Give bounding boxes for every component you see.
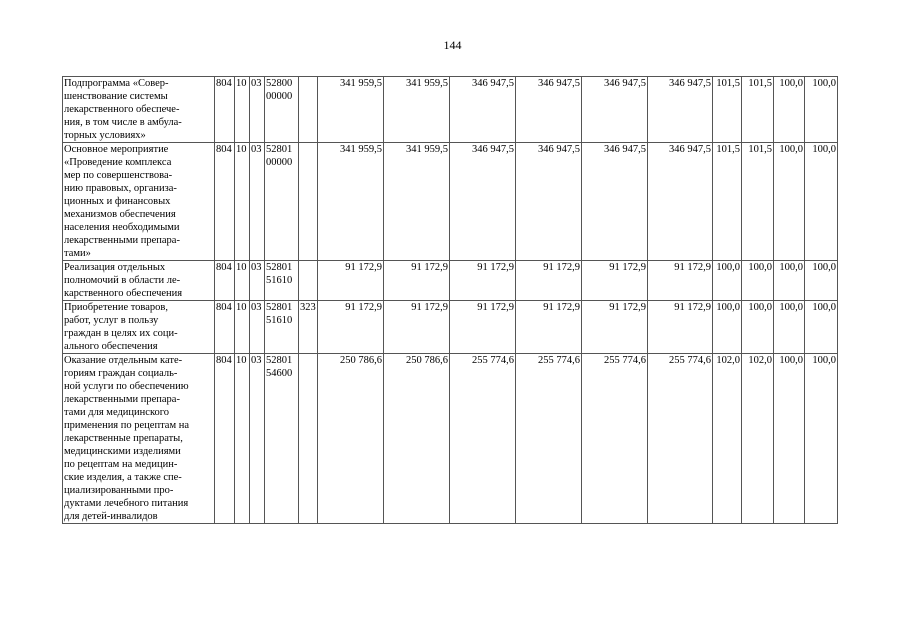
target-article-code: 52801 54600 — [265, 354, 299, 524]
expense-type-code: 323 — [299, 301, 318, 354]
percent-1: 101,5 — [713, 77, 742, 143]
percent-4: 100,0 — [805, 77, 838, 143]
amount-1: 341 959,5 — [318, 143, 384, 261]
amount-3: 91 172,9 — [450, 261, 516, 301]
row-name: Подпрограмма «Совер- шенствование системы лекарственного обеспече- ния, в том числе в амбула- торных условиях» — [63, 77, 215, 143]
amount-6: 346 947,5 — [648, 77, 713, 143]
amount-6: 91 172,9 — [648, 301, 713, 354]
amount-5: 346 947,5 — [582, 77, 648, 143]
grbs-code: 804 — [215, 261, 235, 301]
target-article-code: 52800 00000 — [265, 77, 299, 143]
budget-table — [62, 76, 838, 524]
subsection-code: 03 — [250, 301, 265, 354]
amount-3: 91 172,9 — [450, 301, 516, 354]
amount-2: 341 959,5 — [384, 143, 450, 261]
page-number: 144 — [443, 38, 462, 52]
percent-3: 100,0 — [774, 261, 805, 301]
table-row — [63, 261, 838, 301]
amount-2: 91 172,9 — [384, 261, 450, 301]
percent-4: 100,0 — [805, 143, 838, 261]
section-code: 10 — [235, 143, 250, 261]
section-code: 10 — [235, 354, 250, 524]
percent-1: 100,0 — [713, 261, 742, 301]
section-code: 10 — [235, 77, 250, 143]
percent-1: 100,0 — [713, 301, 742, 354]
target-article-code: 52801 00000 — [265, 143, 299, 261]
percent-3: 100,0 — [774, 354, 805, 524]
percent-3: 100,0 — [774, 301, 805, 354]
amount-1: 91 172,9 — [318, 301, 384, 354]
amount-2: 91 172,9 — [384, 301, 450, 354]
expense-type-code — [299, 354, 318, 524]
amount-6: 91 172,9 — [648, 261, 713, 301]
grbs-code: 804 — [215, 143, 235, 261]
target-article-code: 52801 51610 — [265, 301, 299, 354]
row-name: Оказание отдельным кате- гориям граждан социаль- ной услуги по обеспечению лекарственными препара- тами для медицинского применения по рецептам на лекарственные препараты, медицинскими изделиями по рецептам на медицин- ские изделия, а также спе- циализированными про- дуктами лечебного питания для детей-инвалидов — [63, 354, 215, 524]
percent-1: 102,0 — [713, 354, 742, 524]
percent-3: 100,0 — [774, 77, 805, 143]
target-article-code: 52801 51610 — [265, 261, 299, 301]
amount-3: 346 947,5 — [450, 143, 516, 261]
percent-2: 101,5 — [742, 143, 774, 261]
amount-5: 91 172,9 — [582, 261, 648, 301]
grbs-code: 804 — [215, 354, 235, 524]
expense-type-code — [299, 77, 318, 143]
amount-4: 91 172,9 — [516, 261, 582, 301]
amount-4: 255 774,6 — [516, 354, 582, 524]
percent-2: 102,0 — [742, 354, 774, 524]
subsection-code: 03 — [250, 77, 265, 143]
percent-4: 100,0 — [805, 301, 838, 354]
amount-5: 91 172,9 — [582, 301, 648, 354]
percent-4: 100,0 — [805, 261, 838, 301]
subsection-code: 03 — [250, 143, 265, 261]
amount-6: 255 774,6 — [648, 354, 713, 524]
amount-5: 255 774,6 — [582, 354, 648, 524]
percent-1: 101,5 — [713, 143, 742, 261]
percent-2: 100,0 — [742, 301, 774, 354]
expense-type-code — [299, 261, 318, 301]
row-name: Основное мероприятие «Проведение комплекса мер по совершенствова- нию правовых, организа- ционных и финансовых механизмов обеспечения населения необходимыми лекарственными препара- тами» — [63, 143, 215, 261]
expense-type-code — [299, 143, 318, 261]
table-row — [63, 77, 838, 143]
amount-4: 346 947,5 — [516, 143, 582, 261]
table-row — [63, 143, 838, 261]
amount-4: 346 947,5 — [516, 77, 582, 143]
percent-2: 100,0 — [742, 261, 774, 301]
section-code: 10 — [235, 301, 250, 354]
section-code: 10 — [235, 261, 250, 301]
amount-1: 91 172,9 — [318, 261, 384, 301]
subsection-code: 03 — [250, 354, 265, 524]
percent-4: 100,0 — [805, 354, 838, 524]
table-row — [63, 354, 838, 524]
amount-3: 346 947,5 — [450, 77, 516, 143]
amount-2: 341 959,5 — [384, 77, 450, 143]
subsection-code: 03 — [250, 261, 265, 301]
grbs-code: 804 — [215, 77, 235, 143]
percent-2: 101,5 — [742, 77, 774, 143]
grbs-code: 804 — [215, 301, 235, 354]
table-row — [63, 301, 838, 354]
row-name: Реализация отдельных полномочий в области ле- карственного обеспечения — [63, 261, 215, 301]
percent-3: 100,0 — [774, 143, 805, 261]
amount-3: 255 774,6 — [450, 354, 516, 524]
amount-2: 250 786,6 — [384, 354, 450, 524]
amount-4: 91 172,9 — [516, 301, 582, 354]
amount-5: 346 947,5 — [582, 143, 648, 261]
amount-6: 346 947,5 — [648, 143, 713, 261]
amount-1: 250 786,6 — [318, 354, 384, 524]
row-name: Приобретение товаров, работ, услуг в пользу граждан в целях их соци- ального обеспечения — [63, 301, 215, 354]
amount-1: 341 959,5 — [318, 77, 384, 143]
